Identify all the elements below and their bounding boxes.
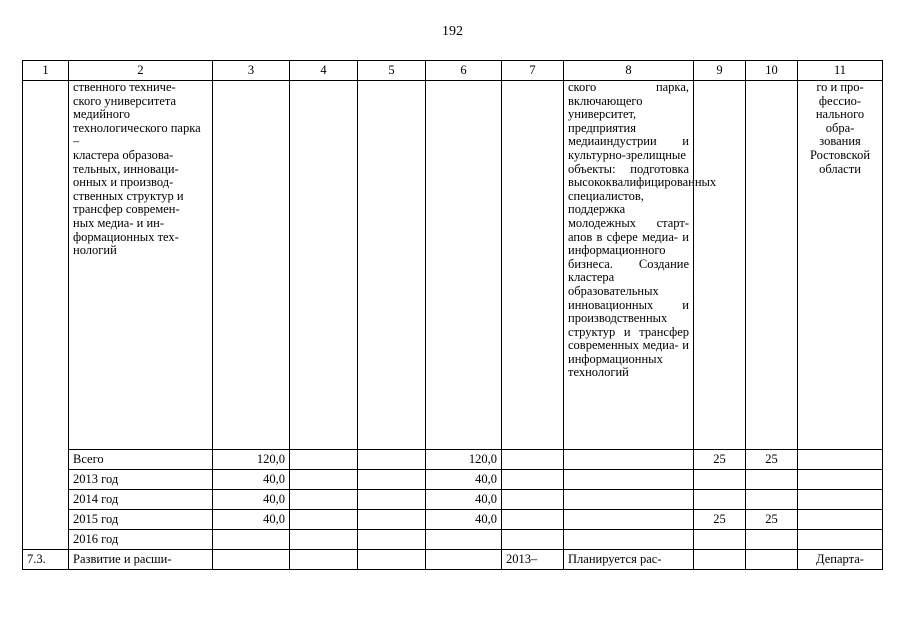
table-cell bbox=[564, 450, 694, 470]
column-header-row bbox=[23, 61, 883, 81]
funding-value bbox=[426, 530, 502, 550]
table-cell bbox=[502, 81, 564, 450]
funding-value: 40,0 bbox=[426, 490, 502, 510]
table-cell bbox=[290, 550, 358, 570]
measure-name-cell: Развитие и расши- bbox=[69, 550, 213, 570]
period-cell: 2013– bbox=[502, 550, 564, 570]
column-header: 2 bbox=[69, 61, 213, 81]
summary-row-2015 bbox=[23, 510, 883, 530]
table-cell bbox=[358, 490, 426, 510]
column-header: 8 bbox=[564, 61, 694, 81]
measure-name-cell: ственного техниче- ского университета медийного технологического парка – кластера образова- тельных, инноваци- онных и производ- ственных структур и трансфер современ- ных медиа- и ин- формационных тех- нологий bbox=[69, 81, 213, 450]
table-cell bbox=[213, 550, 290, 570]
row-number: 7.3. bbox=[23, 550, 69, 570]
indicator-value: 25 bbox=[746, 450, 798, 470]
indicator-value bbox=[694, 490, 746, 510]
indicator-value: 25 bbox=[746, 510, 798, 530]
table-cell bbox=[290, 490, 358, 510]
column-header: 4 bbox=[290, 61, 358, 81]
table-cell bbox=[502, 450, 564, 470]
table-cell bbox=[290, 510, 358, 530]
table-cell bbox=[746, 81, 798, 450]
table-cell bbox=[798, 530, 883, 550]
indicator-value bbox=[694, 470, 746, 490]
table-cell bbox=[358, 530, 426, 550]
table-cell bbox=[358, 450, 426, 470]
table-cell bbox=[290, 530, 358, 550]
row-number-cell bbox=[23, 81, 69, 550]
table-cell bbox=[798, 450, 883, 470]
table-cell bbox=[358, 470, 426, 490]
funding-value: 40,0 bbox=[213, 510, 290, 530]
column-header: 9 bbox=[694, 61, 746, 81]
funding-value: 40,0 bbox=[426, 510, 502, 530]
indicator-value bbox=[746, 530, 798, 550]
table-cell bbox=[564, 530, 694, 550]
table-cell bbox=[502, 490, 564, 510]
indicator-value bbox=[746, 490, 798, 510]
summary-label: 2015 год bbox=[69, 510, 213, 530]
indicator-value bbox=[746, 470, 798, 490]
column-header: 1 bbox=[23, 61, 69, 81]
table-cell bbox=[358, 550, 426, 570]
summary-row-2013 bbox=[23, 470, 883, 490]
page-number: 192 bbox=[442, 24, 463, 39]
executor-cell: Департа- bbox=[798, 550, 883, 570]
summary-label: 2013 год bbox=[69, 470, 213, 490]
indicator-value: 25 bbox=[694, 450, 746, 470]
table-cell bbox=[746, 550, 798, 570]
table-cell bbox=[358, 81, 426, 450]
program-table bbox=[22, 60, 883, 570]
funding-value: 40,0 bbox=[213, 490, 290, 510]
table-cell bbox=[798, 510, 883, 530]
table-cell bbox=[290, 81, 358, 450]
table-cell bbox=[426, 81, 502, 450]
summary-label: 2016 год bbox=[69, 530, 213, 550]
column-header: 11 bbox=[798, 61, 883, 81]
expected-result-cell: ского парка, включающего университет, предприятия медиаиндустрии и культурно-зрелищные объекты: подготовка высококвалифицированных специалистов, поддержка молодежных старт-апов в сфере медиа- и информационного бизнеса. Создание кластера образовательных инновационных и производственных структур и трансфер современных медиа- и информационных технологий bbox=[564, 81, 694, 450]
summary-row-total bbox=[23, 450, 883, 470]
table-cell bbox=[502, 510, 564, 530]
funding-value: 120,0 bbox=[213, 450, 290, 470]
table-cell bbox=[290, 450, 358, 470]
indicator-value bbox=[694, 530, 746, 550]
table-cell bbox=[564, 510, 694, 530]
column-header: 5 bbox=[358, 61, 426, 81]
expected-result-cell: Планируется рас- bbox=[564, 550, 694, 570]
indicator-value: 25 bbox=[694, 510, 746, 530]
table-cell bbox=[502, 470, 564, 490]
table-cell bbox=[798, 490, 883, 510]
funding-value: 40,0 bbox=[426, 470, 502, 490]
executor-cell: го и про- фессио- нального обра- зования Ростовской области bbox=[798, 81, 883, 450]
table-cell bbox=[290, 470, 358, 490]
table-cell bbox=[358, 510, 426, 530]
table-cell bbox=[426, 550, 502, 570]
table-cell bbox=[564, 470, 694, 490]
funding-value: 40,0 bbox=[213, 470, 290, 490]
table-cell bbox=[694, 550, 746, 570]
summary-label: 2014 год bbox=[69, 490, 213, 510]
next-measure-row bbox=[23, 550, 883, 570]
column-header: 6 bbox=[426, 61, 502, 81]
funding-value bbox=[213, 530, 290, 550]
summary-label: Всего bbox=[69, 450, 213, 470]
column-header: 10 bbox=[746, 61, 798, 81]
continued-row bbox=[23, 81, 883, 450]
table-cell bbox=[564, 490, 694, 510]
funding-value: 120,0 bbox=[426, 450, 502, 470]
column-header: 3 bbox=[213, 61, 290, 81]
table-cell bbox=[694, 81, 746, 450]
column-header: 7 bbox=[502, 61, 564, 81]
summary-row-2016 bbox=[23, 530, 883, 550]
summary-row-2014 bbox=[23, 490, 883, 510]
table-cell bbox=[502, 530, 564, 550]
table-cell bbox=[213, 81, 290, 450]
table-cell bbox=[798, 470, 883, 490]
